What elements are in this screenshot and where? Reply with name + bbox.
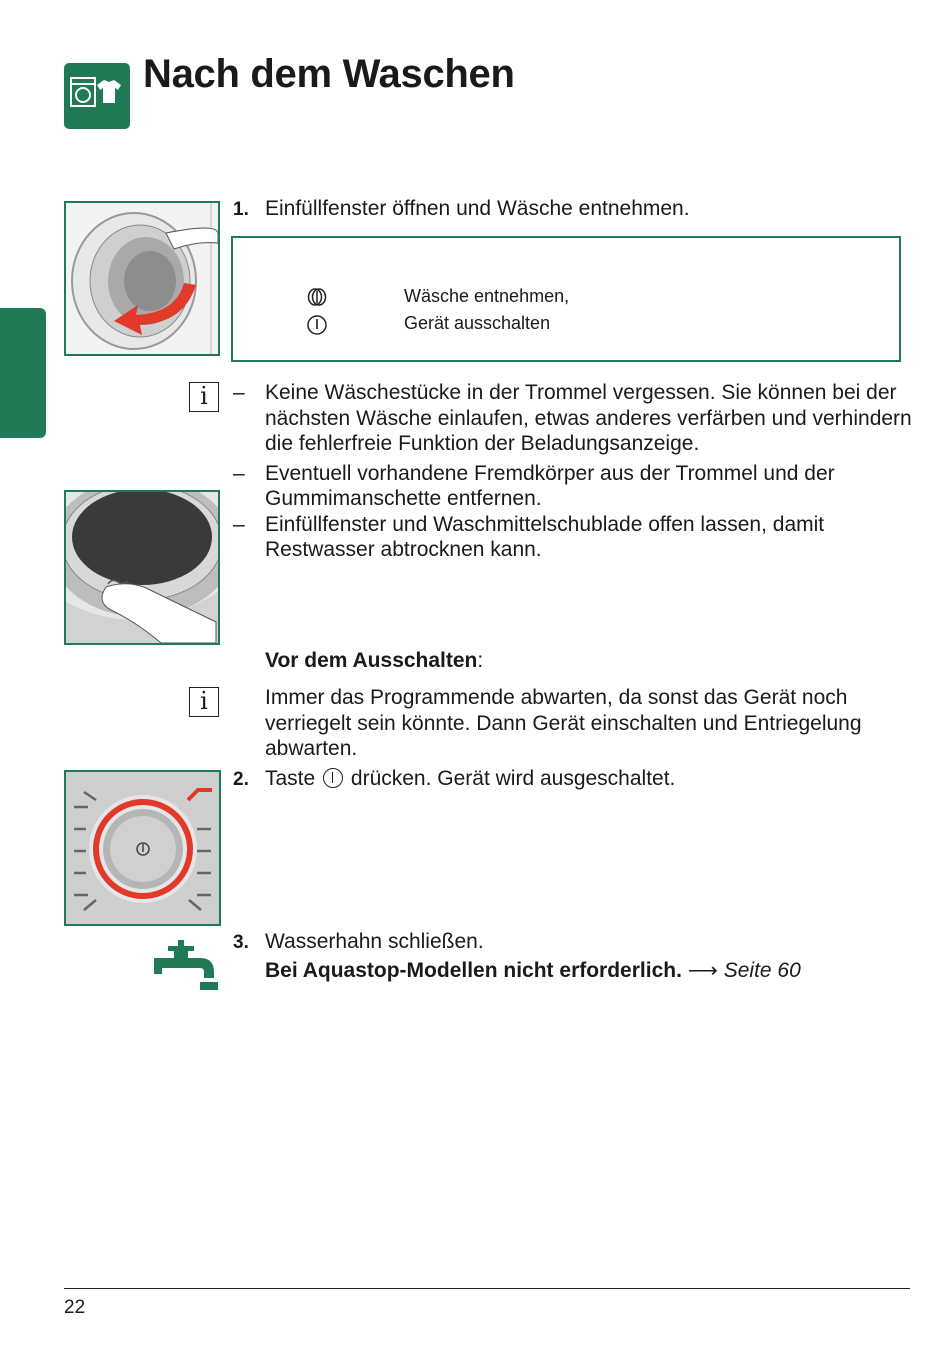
power-knob-illustration	[64, 770, 221, 926]
tap-icon	[154, 938, 220, 992]
dash: –	[233, 461, 245, 485]
step-number: 3.	[233, 932, 249, 953]
list-item-text: Eventuell vorhandene Fremdkörper aus der Trommel und der Gummimanschette entfernen.	[265, 461, 835, 510]
open-door-illustration	[64, 201, 220, 356]
section-icon	[64, 63, 130, 129]
info-icon: i	[189, 382, 219, 412]
list-item	[233, 461, 913, 512]
box-label: Gerät ausschalten	[404, 313, 551, 333]
step-text-post: drücken. Gerät wird ausgeschaltet.	[350, 767, 676, 790]
page-title: Nach dem Waschen	[143, 52, 515, 96]
box-label: Wäsche entnehmen,	[404, 286, 570, 306]
dash: –	[233, 512, 245, 536]
power-icon	[323, 768, 343, 788]
page-reference-link[interactable]: Seite 60	[723, 959, 801, 982]
gasket-illustration	[64, 490, 220, 645]
drum-lock-icon	[307, 287, 329, 307]
step-text: Einfüllfenster öffnen und Wäsche entnehmen.	[265, 197, 690, 220]
step-text-pre: Taste	[265, 767, 316, 790]
info-icon: i	[189, 687, 219, 717]
hint-list	[233, 380, 913, 563]
power-icon	[306, 314, 328, 336]
dash: –	[233, 381, 245, 404]
step-note: Bei Aquastop-Modellen nicht erforderlich.	[265, 959, 682, 982]
step-text	[265, 766, 675, 792]
list-item-text: Einfüllfenster und Waschmittelschublade offen lassen, damit Restwasser abtrocknen kann.	[265, 512, 825, 561]
list-item	[233, 380, 913, 457]
list-item-text: Keine Wäschestücke in der Trommel vergessen. Sie können bei der nächsten Wäsche einlaufen, etwas anderes verfärben und verhindern die fehlerfreie Funktion der Beladungsanzeige.	[265, 381, 912, 455]
subheading: Vor dem Ausschalten	[265, 649, 478, 672]
page-number: 22	[64, 1297, 86, 1318]
footer-divider	[64, 1288, 910, 1289]
info-box	[231, 236, 901, 362]
subheading-colon: :	[477, 649, 484, 672]
arrow: ⟶	[687, 959, 718, 982]
list-item	[233, 512, 913, 563]
washer-shirt-icon	[64, 63, 130, 129]
step-number: 2.	[233, 769, 249, 790]
hint-text: Immer das Programmende abwarten, da sonst das Gerät noch verriegelt sein könnte. Dann Gerät einschalten und Entriegelung abwarten.	[265, 686, 862, 760]
side-tab	[0, 308, 46, 438]
step-number: 1.	[233, 199, 249, 220]
step-text: Wasserhahn schließen.	[265, 930, 484, 953]
